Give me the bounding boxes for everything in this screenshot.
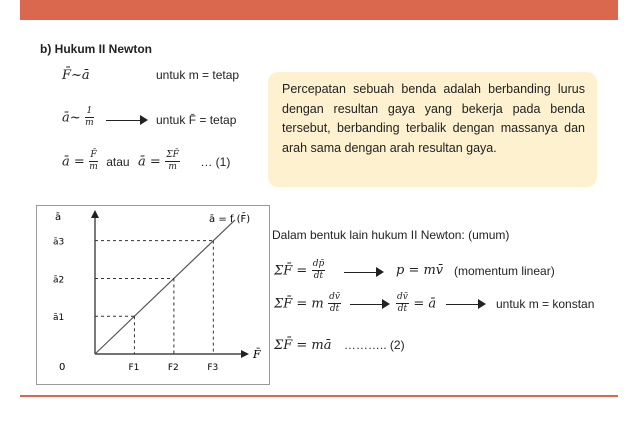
y-tick-label: ā2 [53,275,65,286]
fraction-dv-dt: $\frac{dv̄}{dt}$ [329,292,341,314]
arrow-head-icon [376,267,384,277]
top-accent-bar [20,0,618,20]
connector-atau: atau [106,154,130,169]
fraction-dv-dt-2: $\frac{dv̄}{dt}$ [397,292,408,314]
y-tick-label: ā3 [53,237,65,248]
condition-mass-constant: untuk m = tetap [156,68,240,82]
formula-acceleration [62,150,230,173]
formula-lhs-2: ā = [138,154,161,170]
x-tick-label: F1 [128,363,140,373]
arrow-right-icon [344,272,378,273]
section-heading: b) Hukum II Newton [40,42,152,56]
arrow-head-icon [382,299,390,309]
arrow-head-icon [478,299,486,309]
arrow-right-icon [106,120,142,121]
momentum-formula: p = mv̄ [396,263,444,278]
mass-constant-note: untuk m = konstan [496,297,595,311]
y-axis-arrow [91,210,99,218]
formula-lhs: ā = [62,154,85,170]
fraction-dp-dt: $\frac{dp̄}{dt}$ [312,259,325,281]
equals-a: = ā [413,296,437,312]
dv-dt-equals-a [396,292,436,315]
fraction-f-over-m: $\frac{F̄}{m}$ [89,150,98,172]
origin-label: 0 [59,362,66,373]
momentum-note: (momentum linear) [454,264,555,278]
formula-inverse-mass [62,106,94,129]
equation-tag-2: ……….. (2) [343,338,405,352]
row1-lhs: ΣF̄ = [274,263,308,279]
x-tick-label: F2 [167,363,179,373]
row3-formula: ΣF̄ = mā [274,338,332,353]
x-tick-label: F3 [207,363,219,373]
definition-callout [268,72,597,187]
general-form-row-3 [274,336,405,354]
series-line [95,220,235,354]
graph-figure [36,205,270,385]
general-form-row-2 [274,292,341,315]
acceleration-force-graph [37,206,269,384]
callout-text: Percepatan sebuah benda adalah berbanding lurus dengan resultan gaya yang bekerja pada benda tersebut, berbanding terbalik dengan massanya dan arah sama dengan arah resultan gaya. [282,82,585,155]
general-form-intro: Dalam bentuk lain hukum II Newton: (umum) [272,228,510,242]
row2-lhs: ΣF̄ = m [274,296,324,312]
arrow-right-icon [446,304,480,305]
arrow-right-icon [350,304,384,305]
x-axis-arrow [241,350,249,358]
general-form-row-1 [274,259,325,282]
y-axis-label: ā [55,212,62,223]
arrow-head-icon [140,115,148,125]
y-tick-label: ā1 [53,313,65,324]
formula-prefix: ā~ [62,110,81,126]
formula-proportional-force: F̄~ā [62,68,90,83]
x-axis-label: F̄ [253,348,261,361]
equation-tag-1: … (1) [200,154,231,169]
fraction-one-over-m: $\frac{1}{m}$ [85,106,94,128]
fraction-sum-f-over-m: $\frac{\Sigma F̄}{m}$ [166,150,179,172]
bottom-accent-line [20,395,618,397]
series-label: ā = f (F̄) [209,213,251,225]
condition-force-constant: untuk F̄ = tetap [156,113,237,127]
